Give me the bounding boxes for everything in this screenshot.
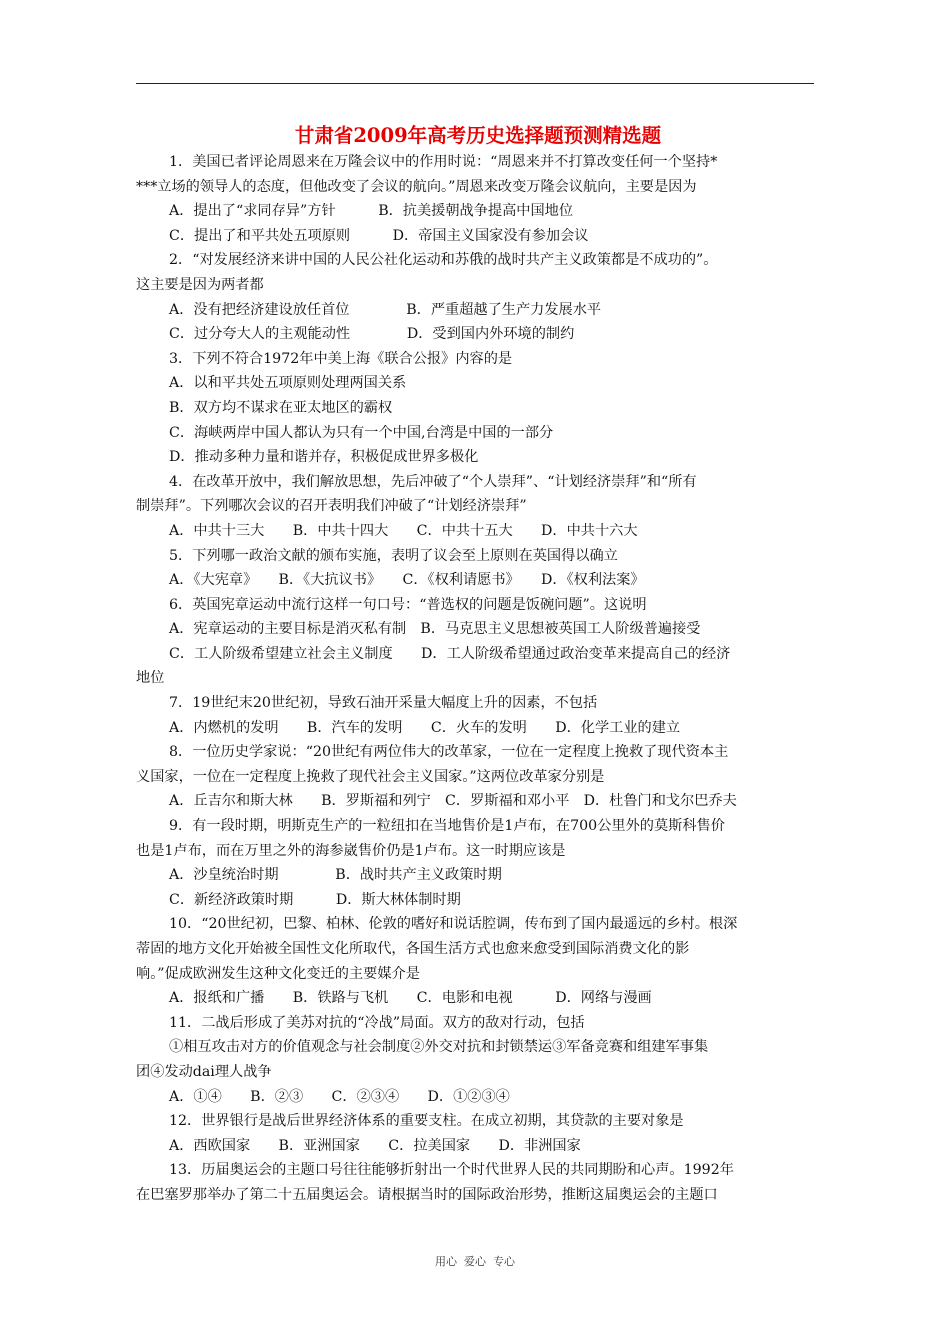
question-text <box>136 150 820 1208</box>
answer-option-line: C．工人阶级希望建立社会主义制度 D．工人阶级希望通过政治变革来提高自己的经济 <box>169 645 731 662</box>
answer-option-line: C．新经济政策时期 D．斯大林体制时期 <box>169 891 461 908</box>
answer-option-line: D．推动多种力量和谐并存，积极促成世界多极化 <box>169 449 479 466</box>
text-line: 4．在改革开放中，我们解放思想，先后冲破了“个人崇拜”、“计划经济崇拜”和“所有 <box>169 473 697 490</box>
text-line: 9．有一段时期，明斯克生产的一粒纽扣在当地售价是1卢布，在700公里外的莫斯科售价 <box>169 818 725 835</box>
answer-option-line: A．报纸和广播 B．铁路与飞机 C．电影和电视 D．网络与漫画 <box>169 990 652 1007</box>
text-line: 11．二战后形成了美苏对抗的“冷战”局面。双方的敌对行动，包括 <box>169 1014 585 1031</box>
page-title: 甘肃省2009年高考历史选择题预测精选题 <box>294 124 662 147</box>
header-rule <box>136 83 814 84</box>
text-line: 2．“对发展经济来讲中国的人民公社化运动和苏俄的战时共产主义政策都是不成功的”。 <box>169 252 718 269</box>
page-footer: 用心 爱心 专心 <box>435 1255 515 1268</box>
answer-option-line: A．丘吉尔和斯大林 B．罗斯福和列宁 C．罗斯福和邓小平 D．杜鲁门和戈尔巴乔夫 <box>169 793 737 810</box>
exam-page <box>136 123 820 1208</box>
answer-option-line: A．以和平共处五项原则处理两国关系 <box>169 375 407 392</box>
answer-option-line: A．没有把经济建设放任首位 B．严重超越了生产力发展水平 <box>169 301 602 318</box>
text-line: 在巴塞罗那举办了第二十五届奥运会。请根据当时的国际政治形势，推断这届奥运会的主题口 <box>136 1186 718 1203</box>
text-line: ***立场的领导人的态度，但他改变了会议的航向。”周恩来改变万隆会议航向，主要是因为 <box>136 178 697 195</box>
text-line: 蒂固的地方文化开始被全国性文化所取代，各国生活方式也愈来愈受到国际消费文化的影 <box>136 941 690 957</box>
answer-option-line: A．①④ B．②③ C．②③④ D．①②③④ <box>169 1088 510 1105</box>
answer-option-line: A．《大宪章》 B．《大抗议书》 C．《权利请愿书》 D．《权利法案》 <box>169 572 645 589</box>
answer-option-line: A．沙皇统治时期 B．战时共产主义政策时期 <box>169 867 502 884</box>
text-line: 10．“20世纪初，巴黎、柏林、伦敦的嗜好和说话腔调，传布到了国内最遥远的乡村。根深 <box>169 916 738 933</box>
answer-option-line: A．内燃机的发明 B．汽车的发明 C．火车的发明 D．化学工业的建立 <box>169 719 681 736</box>
answer-option-line: C．过分夸大人的主观能动性 D．受到国内外环境的制约 <box>169 326 575 343</box>
text-line: 制崇拜”。下列哪次会议的召开表明我们冲破了“计划经济崇拜” <box>136 498 527 515</box>
answer-option-line: A．宪章运动的主要目标是消灭私有制 B．马克思主义思想被英国工人阶级普遍接受 <box>169 621 701 638</box>
answer-option-line: C．提出了和平共处五项原则 D．帝国主义国家没有参加会议 <box>169 227 589 244</box>
answer-option-line: C．海峡两岸中国人都认为只有一个中国,台湾是中国的一部分 <box>169 424 554 441</box>
text-line: 响。”促成欧洲发生这种文化变迁的主要媒介是 <box>136 965 420 982</box>
text-line: 8．一位历史学家说：“20世纪有两位伟大的改革家，一位在一定程度上挽救了现代资本主 <box>169 744 729 761</box>
text-line: 12．世界银行是战后世界经济体系的重要支柱。在成立初期，其贷款的主要对象是 <box>169 1113 684 1130</box>
text-line: ①相互攻击对方的价值观念与社会制度②外交对抗和封锁禁运③军备竞赛和组建军事集 <box>169 1039 709 1056</box>
text-line: 地位 <box>136 670 165 687</box>
answer-option-line: A．西欧国家 B．亚洲国家 C．拉美国家 D．非洲国家 <box>169 1137 581 1154</box>
text-line: 13．历届奥运会的主题口号往往能够折射出一个时代世界人民的共同期盼和心声。1992年 <box>169 1162 734 1179</box>
text-line: 3．下列不符合1972年中美上海《联合公报》内容的是 <box>169 350 513 367</box>
text-line: 1．美国已者评论周恩来在万隆会议中的作用时说：“周恩来并不打算改变任何一个坚持* <box>169 154 718 170</box>
text-line: 也是1卢布，而在万里之外的海参崴售价仍是1卢布。这一时期应该是 <box>136 842 566 859</box>
text-line: 5．下列哪一政治文献的颁布实施，表明了议会至上原则在英国得以确立 <box>169 547 618 564</box>
answer-option-line: B．双方均不谋求在亚太地区的霸权 <box>169 399 393 416</box>
text-line: 这主要是因为两者都 <box>136 276 264 293</box>
answer-option-line: A．提出了“求同存异”方针 B．抗美援朝战争提高中国地位 <box>169 203 574 220</box>
text-line: 6．英国宪章运动中流行这样一句口号：“普选权的问题是饭碗问题”。这说明 <box>169 596 647 613</box>
text-line: 7．19世纪末20世纪初，导致石油开采量大幅度上升的因素，不包括 <box>169 695 598 712</box>
text-line: 义国家，一位在一定程度上挽救了现代社会主义国家。”这两位改革家分别是 <box>136 768 605 785</box>
text-line: 团④发动dai理人战争 <box>136 1063 272 1080</box>
answer-option-line: A．中共十三大 B．中共十四大 C．中共十五大 D．中共十六大 <box>169 522 638 539</box>
